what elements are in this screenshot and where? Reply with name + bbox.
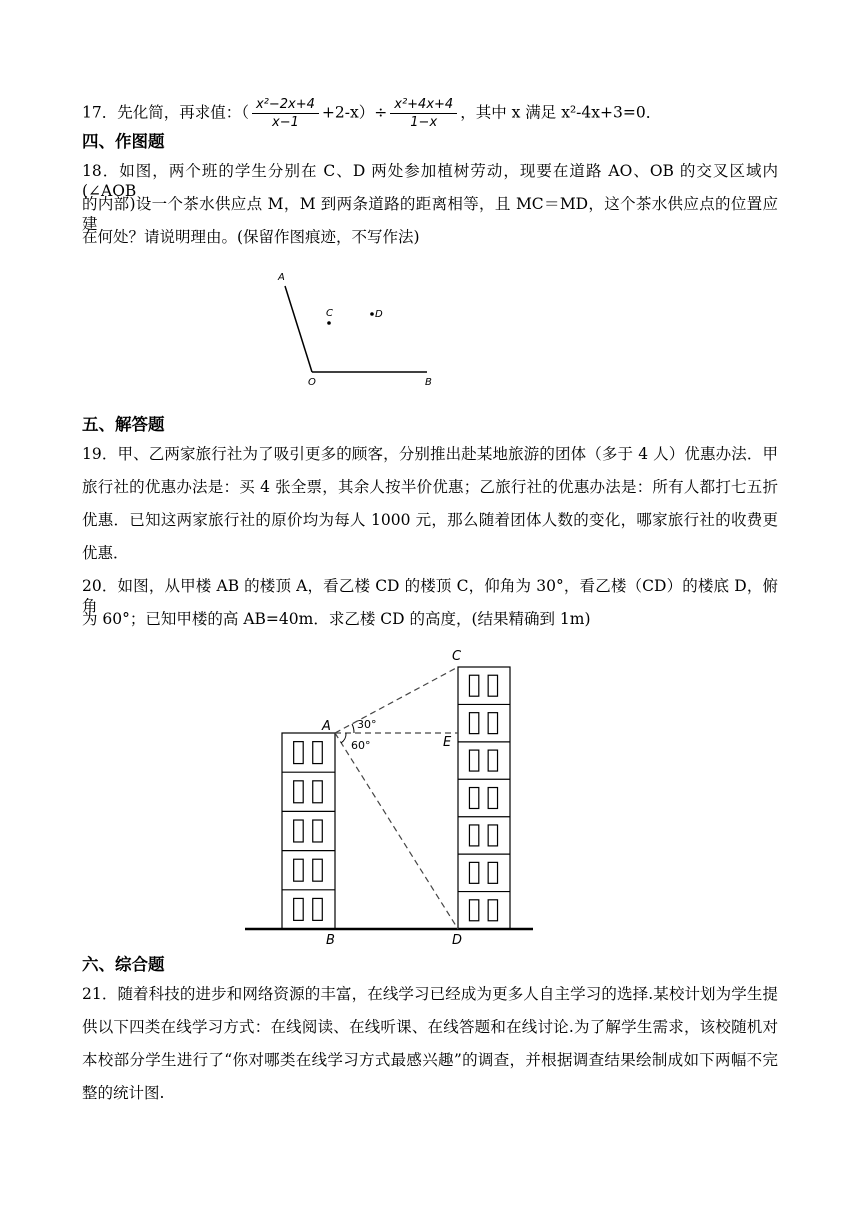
fraction-2-numerator: x²+4x+4 — [390, 96, 457, 114]
q18-line-3: 在何处？请说明理由。(保留作图痕迹，不写作法) — [82, 228, 420, 246]
building-ab — [282, 733, 335, 929]
q17-middle: +2-x）÷ — [321, 103, 388, 122]
window — [488, 788, 497, 809]
q21-line-1: 21．随着科技的进步和网络资源的丰富，在线学习已经成为更多人自主学习的选择.某校计划为学生提 — [82, 985, 778, 1003]
window — [469, 675, 478, 696]
window — [294, 781, 304, 803]
window — [469, 900, 478, 921]
window — [294, 859, 304, 881]
window — [469, 825, 478, 846]
window — [294, 898, 304, 920]
section-4-heading: 四、作图题 — [82, 132, 165, 151]
angle-label-30: 30° — [357, 718, 377, 731]
building-ab-windows — [282, 742, 335, 921]
fraction-2-denominator: 1−x — [410, 115, 438, 130]
sight-line-ad — [335, 733, 458, 929]
window — [488, 862, 497, 883]
label-d: D — [452, 933, 463, 948]
angle-arc-60 — [341, 733, 346, 743]
window — [313, 781, 323, 803]
window — [488, 675, 497, 696]
label-a: A — [278, 272, 285, 283]
figure-20 — [240, 646, 540, 948]
q18-line-2: 的内部)设一个茶水供应点 M，M 到两条道路的距离相等，且 MC＝MD，这个茶水供应点的位置应建 — [82, 195, 778, 233]
window — [469, 713, 478, 734]
label-a: A — [322, 719, 331, 734]
window — [488, 825, 497, 846]
window — [294, 742, 304, 764]
q18-line-1: 18．如图，两个班的学生分别在 C、D 两处参加植树劳动，现要在道路 AO、OB 的交叉区域内(∠AOB — [82, 162, 778, 200]
section-5-heading: 五、解答题 — [82, 415, 165, 434]
point-d — [370, 312, 374, 316]
fraction-1-numerator: x²−2x+4 — [252, 96, 319, 114]
q20-line-1: 20．如图，从甲楼 AB 的楼顶 A，看乙楼 CD 的楼顶 C，仰角为 30°，看乙楼（CD）的楼底 D，俯角 — [82, 577, 778, 615]
fraction-1 — [252, 96, 319, 131]
q19-line-4: 优惠． — [82, 544, 129, 562]
q17-suffix: ，其中 x 满足 x²-4x+3=0． — [460, 103, 662, 122]
window — [488, 900, 497, 921]
window — [469, 862, 478, 883]
sight-line-ac — [335, 667, 458, 733]
building-cd-windows — [458, 675, 510, 921]
label-e: E — [443, 735, 452, 750]
question-17 — [82, 96, 661, 131]
window — [313, 742, 323, 764]
q19-line-3: 优惠．已知这两家旅行社的原价均为每人 1000 元，那么随着团体人数的变化，哪家旅行社的收费更 — [82, 511, 778, 529]
label-b: B — [326, 933, 335, 948]
label-b: B — [425, 377, 432, 388]
section-6-heading: 六、综合题 — [82, 955, 165, 974]
q19-line-2: 旅行社的优惠办法是：买 4 张全票，其余人按半价优惠；乙旅行社的优惠办法是：所有人都打七五折 — [82, 478, 778, 496]
road-ao — [285, 286, 312, 372]
fraction-2 — [390, 96, 457, 131]
window — [313, 820, 323, 842]
window — [469, 788, 478, 809]
q21-line-2: 供以下四类在线学习方式：在线阅读、在线听课、在线答题和在线讨论.为了解学生需求，该校随机对 — [82, 1018, 778, 1036]
window — [488, 713, 497, 734]
q21-line-4: 整的统计图. — [82, 1084, 165, 1102]
q17-prefix: 17．先化简，再求值：（ — [82, 103, 249, 122]
window — [469, 750, 478, 771]
window — [294, 820, 304, 842]
q19-line-1: 19．甲、乙两家旅行社为了吸引更多的顾客，分别推出赴某地旅游的团体（多于 4 人）优惠办法．甲 — [82, 445, 778, 463]
figure-18 — [270, 268, 450, 390]
fraction-1-denominator: x−1 — [272, 115, 299, 130]
label-d: D — [375, 309, 383, 320]
q20-line-2: 为 60°；已知甲楼的高 AB=40m．求乙楼 CD 的高度，(结果精确到 1m) — [82, 610, 591, 628]
angle-arc-30 — [352, 724, 354, 733]
building-cd — [458, 667, 510, 929]
window — [488, 750, 497, 771]
point-c — [327, 321, 331, 325]
angle-label-60: 60° — [351, 739, 371, 752]
window — [313, 898, 323, 920]
q21-line-3: 本校部分学生进行了“你对哪类在线学习方式最感兴趣”的调查，并根据调查结果绘制成如下两幅不完 — [82, 1051, 778, 1069]
label-o: O — [308, 377, 316, 388]
label-c: C — [326, 308, 333, 319]
window — [313, 859, 323, 881]
label-c: C — [452, 649, 462, 664]
